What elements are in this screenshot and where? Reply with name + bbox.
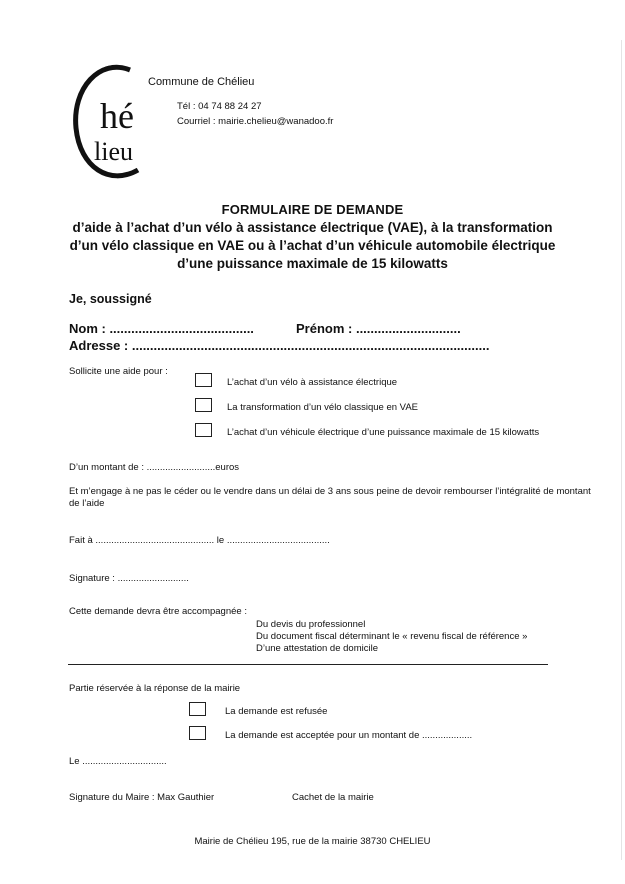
checkbox-achat-vae[interactable] [195,373,212,387]
checkbox-demande-refusee[interactable] [189,702,206,716]
maire-signature: Signature du Maire : Max Gauthier [69,792,215,803]
checkbox-vehicule-electrique[interactable] [195,423,212,437]
checkbox-demande-acceptee[interactable] [189,726,206,740]
fait-a-field: Fait à ............................................. le ....................................... [69,535,330,546]
logo-text-bottom: lieu [94,137,133,166]
adresse-field: Adresse : ................................................................................................... [69,338,490,353]
section-divider [68,664,548,665]
commune-name: Commune de Chélieu [148,76,255,88]
option-transformation-vae: La transformation d’un vélo classique en VAE [227,402,418,413]
montant-field: D’un montant de : ..........................euros [69,462,240,473]
footer-address: Mairie de Chélieu 195, rue de la mairie 38730 CHELIEU [194,836,431,847]
engagement-text-line-2: de l’aide [69,498,105,509]
email-address: Courriel : mairie.chelieu@wanadoo.fr [177,116,334,127]
nom-field: Nom : ........................................ [69,321,254,336]
commune-logo [70,58,150,188]
attachment-document-fiscal: Du document fiscal déterminant le « revenu fiscal de référence » [256,631,528,642]
date-field: Le ................................ [69,756,167,767]
form-subtitle-line-3: d’une puissance maximale de 15 kilowatts [177,256,448,271]
logo-graphic [70,58,150,188]
signature-field: Signature : ........................... [69,573,189,584]
phone-number: Tél : 04 74 88 24 27 [177,101,262,112]
engagement-text-line-1: Et m’engage à ne pas le céder ou le vendre dans un délai de 3 ans sous peine de devoir rembourser l’intégralité de montant [69,486,591,497]
demande-acceptee-label: La demande est acceptée pour un montant de ................... [225,730,473,741]
prenom-field: Prénom : ............................. [296,321,461,336]
checkbox-transformation-vae[interactable] [195,398,212,412]
attachments-intro: Cette demande devra être accompagnée : [69,606,247,617]
scan-edge-line [621,40,622,860]
attachment-devis: Du devis du professionnel [256,619,366,630]
form-subtitle-line-2: d’un vélo classique en VAE ou à l’achat d’un véhicule automobile électrique [69,238,556,253]
form-title: FORMULAIRE DE DEMANDE [221,202,404,217]
attachment-attestation-domicile: D’une attestation de domicile [256,643,378,654]
request-intro: Sollicite une aide pour : [69,366,168,377]
form-subtitle-line-1: d’aide à l’achat d’un vélo à assistance électrique (VAE), à la transformation [72,220,553,235]
demande-refusee-label: La demande est refusée [225,706,328,717]
cachet-mairie: Cachet de la mairie [292,792,374,803]
soussigne-label: Je, soussigné [69,292,152,306]
mairie-section-title: Partie réservée à la réponse de la mairie [69,683,241,694]
option-achat-vae: L’achat d’un vélo à assistance électrique [227,377,398,388]
logo-text-top: hé [100,96,134,136]
option-vehicule-electrique: L’achat d’un véhicule électrique d’une puissance maximale de 15 kilowatts [227,427,540,438]
